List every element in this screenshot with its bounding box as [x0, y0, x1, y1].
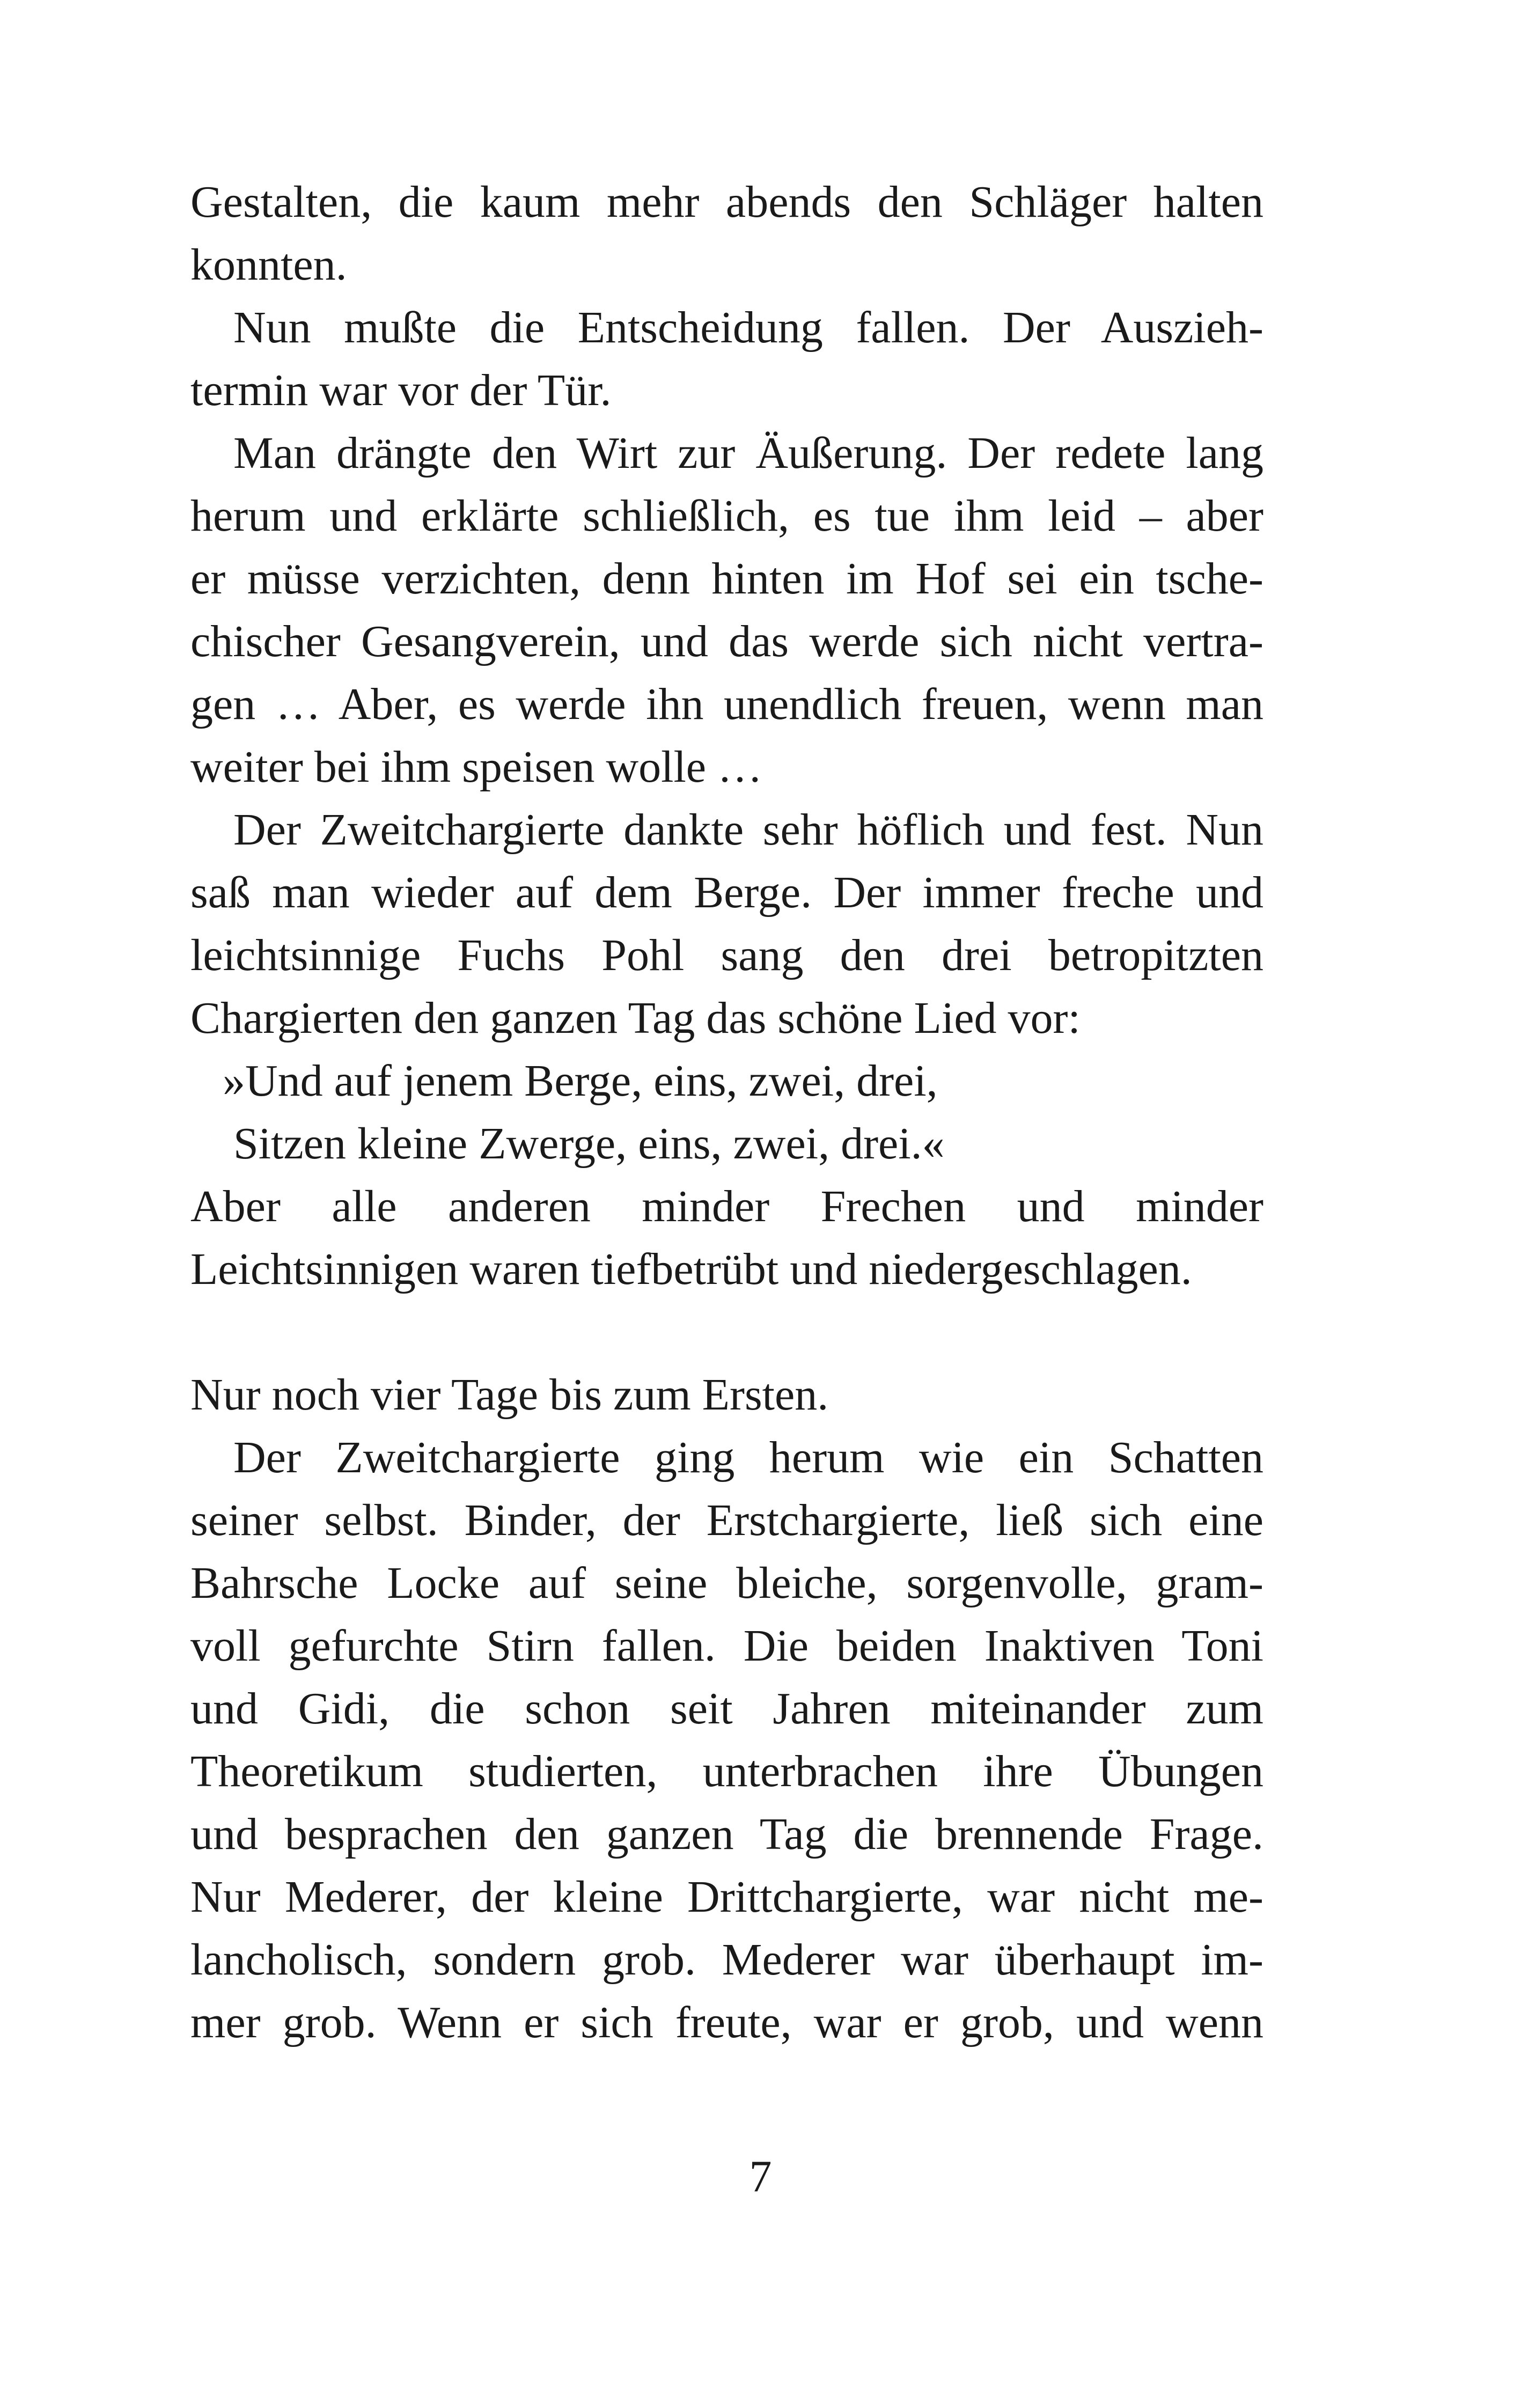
text-line: Gestalten, die kaum mehr abends den Schläger halten: [190, 177, 1263, 227]
verse-line: Sitzen kleine Zwerge, eins, zwei, drei.«: [233, 1119, 945, 1169]
text-line: lancholisch, sondern grob. Mederer war überhaupt im-: [190, 1935, 1263, 1985]
text-line: gen … Aber, es werde ihn unendlich freuen, wenn man: [190, 679, 1263, 729]
text-line: seiner selbst. Binder, der Erstchargierte, ließ sich eine: [190, 1495, 1263, 1545]
text-line: Chargierten den ganzen Tag das schöne Lied vor:: [190, 993, 1081, 1043]
text-line: herum und erklärte schließlich, es tue ihm leid – aber: [190, 491, 1263, 541]
text-line: mer grob. Wenn er sich freute, war er grob, und wenn: [190, 1998, 1263, 2047]
text-line: er müsse verzichten, denn hinten im Hof sei ein tsche-: [190, 554, 1263, 604]
text-line: saß man wieder auf dem Berge. Der immer freche und: [190, 868, 1263, 917]
text-line: konnten.: [190, 240, 347, 290]
text-line: Nur Mederer, der kleine Drittchargierte, war nicht me-: [190, 1872, 1263, 1922]
text-line: Aber alle anderen minder Frechen und minder: [190, 1181, 1263, 1231]
text-line: Nur noch vier Tage bis zum Ersten.: [190, 1370, 829, 1420]
text-line: und besprachen den ganzen Tag die brennende Frage.: [190, 1809, 1263, 1859]
text-line: termin war vor der Tür.: [190, 365, 612, 415]
text-line: Man drängte den Wirt zur Äußerung. Der redete lang: [233, 428, 1263, 478]
text-line: Der Zweitchargierte ging herum wie ein Schatten: [233, 1433, 1263, 1482]
text-line: und Gidi, die schon seit Jahren miteinander zum: [190, 1684, 1263, 1734]
text-line: voll gefurchte Stirn fallen. Die beiden Inaktiven Toni: [190, 1621, 1263, 1671]
text-line: Bahrsche Locke auf seine bleiche, sorgenvolle, gram-: [190, 1558, 1263, 1608]
text-line: weiter bei ihm speisen wolle …: [190, 742, 763, 792]
text-line: Der Zweitchargierte dankte sehr höflich und fest. Nun: [233, 805, 1263, 855]
page-number: 7: [749, 2152, 772, 2201]
text-line: chischer Gesangverein, und das werde sich nicht vertra-: [190, 616, 1263, 666]
text-line: leichtsinnige Fuchs Pohl sang den drei betropitzten: [190, 930, 1263, 980]
verse-line: »Und auf jenem Berge, eins, zwei, drei,: [223, 1056, 938, 1106]
text-line: Leichtsinnigen waren tiefbetrübt und niedergeschlagen.: [190, 1244, 1192, 1294]
text-line: Nun mußte die Entscheidung fallen. Der Auszieh-: [233, 303, 1263, 353]
text-line: Theoretikum studierten, unterbrachen ihre Übungen: [190, 1746, 1263, 1796]
